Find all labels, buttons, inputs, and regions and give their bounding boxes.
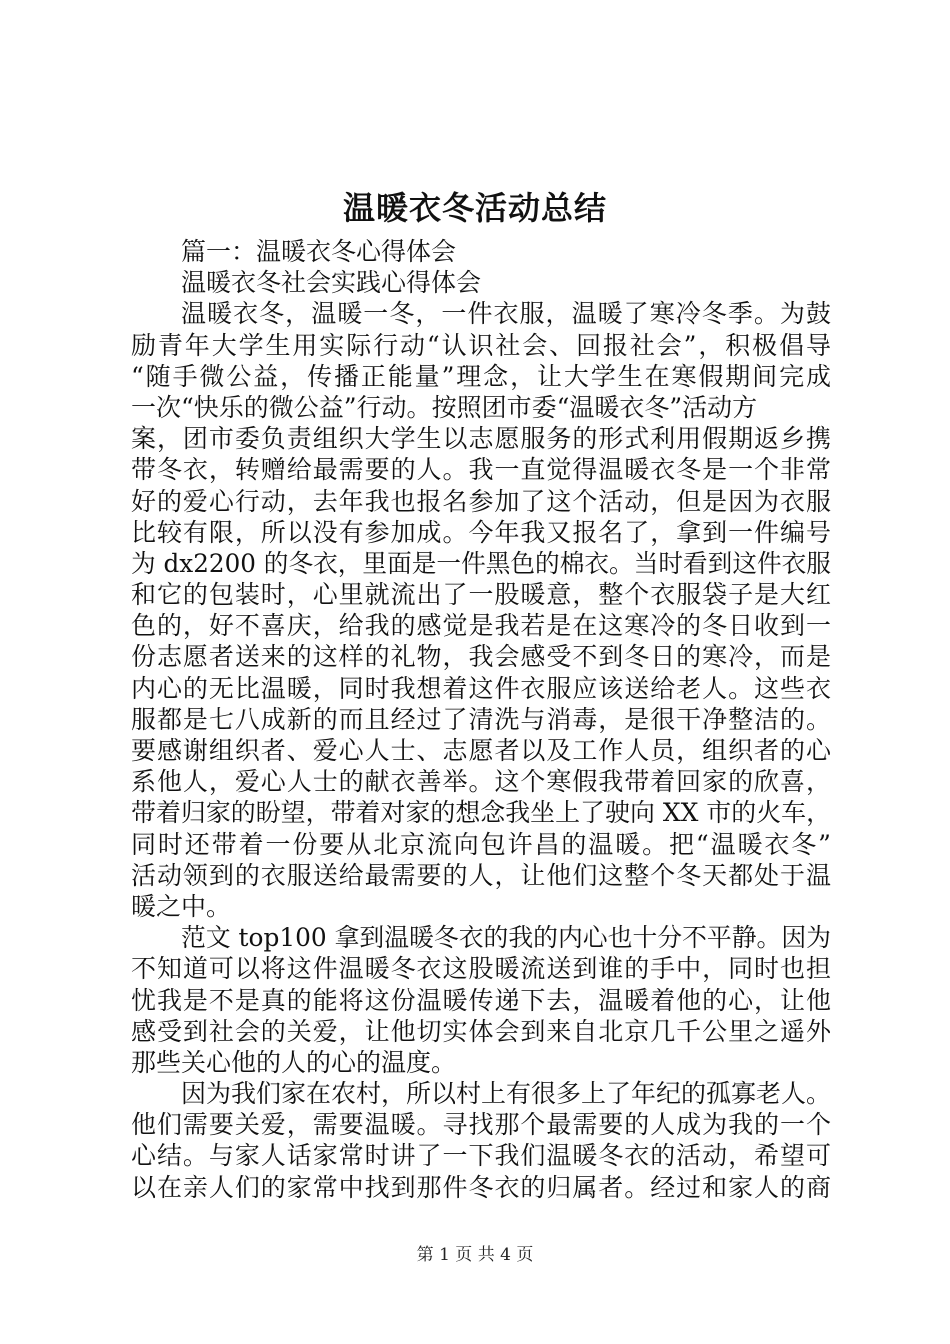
text-line: 活动领到的衣服送给最需要的人，让他们这整个冬天都处于温 [131,860,832,890]
text-line: “随手微公益，传播正能量”理念，让大学生在寒假期间完成 [131,361,833,391]
document-body [131,236,831,1203]
text-line: 暖之中。 [131,891,232,921]
text-line: 篇一：温暖衣冬心得体会 [181,237,457,266]
text-line: 一次“快乐的微公益”行动。按照团市委“温暖衣冬”活动方 [131,392,758,422]
page-footer: 第 1 页 共 4 页 [416,1245,534,1265]
text-line: 因为我们家在农村，所以村上有很多上了年纪的孤寡老人。 [181,1079,832,1109]
text-line: 忧我是不是真的能将这份温暖传递下去，温暖着他的心，让他 [131,985,832,1015]
text-line: 感受到社会的关爱，让他切实体会到来自北京几千公里之遥外 [131,1016,832,1046]
text-line: 不知道可以将这件温暖冬衣这股暖流送到谁的手中，同时也担 [131,954,832,984]
text-line: 温暖衣冬，温暖一冬，一件衣服，温暖了寒冷冬季。为鼓 [181,299,833,329]
text-line: 色的，好不喜庆，给我的感觉是我若是在这寒冷的冬日收到一 [131,611,832,641]
document-title: 温暖衣冬活动总结 [342,189,607,227]
text-line: 范文 top100 拿到温暖冬衣的我的内心也十分不平静。因为 [181,923,832,953]
text-line: 心结。与家人话家常时讲了一下我们温暖冬衣的活动，希望可 [131,1141,832,1171]
text-line: 内心的无比温暖，同时我想着这件衣服应该送给老人。这些衣 [131,673,832,703]
text-line: 以在亲人们的家常中找到那件冬衣的归属者。经过和家人的商 [131,1172,832,1202]
text-line: 服都是七八成新的而且经过了清洗与消毒，是很干净整洁的。 [131,704,832,734]
text-line: 好的爱心行动，去年我也报名参加了这个活动，但是因为衣服 [131,486,832,516]
text-line: 带着归家的盼望，带着对家的想念我坐上了驶向 XX 市的火车， [131,798,832,828]
text-line: 那些关心他的人的心的温度。 [131,1047,457,1077]
text-line: 份志愿者送来的这样的礼物，我会感受不到冬日的寒冷，而是 [131,642,832,672]
text-line: 案，团市委负责组织大学生以志愿服务的形式利用假期返乡携 [131,424,832,454]
text-line: 励青年大学生用实际行动“认识社会、回报社会”，积极倡导 [131,330,833,360]
text-line: 带冬衣，转赠给最需要的人。我一直觉得温暖衣冬是一个非常 [131,455,832,485]
text-line: 同时还带着一份要从北京流向包许昌的温暖。把“温暖衣冬” [131,829,833,859]
text-line: 为 dx2200 的冬衣，里面是一件黑色的棉衣。当时看到这件衣服 [131,548,831,578]
text-line: 要感谢组织者、爱心人士、志愿者以及工作人员，组织者的心 [131,736,832,765]
text-line: 和它的包装时，心里就流出了一股暖意，整个衣服袋子是大红 [131,580,832,610]
text-line: 比较有限，所以没有参加成。今年我又报名了，拿到一件编号 [131,517,832,547]
text-line: 系他人，爱心人士的献衣善举。这个寒假我带着回家的欣喜， [131,767,832,797]
text-line: 温暖衣冬社会实践心得体会 [181,268,482,298]
text-line: 他们需要关爱，需要温暖。寻找那个最需要的人成为我的一个 [131,1110,832,1140]
